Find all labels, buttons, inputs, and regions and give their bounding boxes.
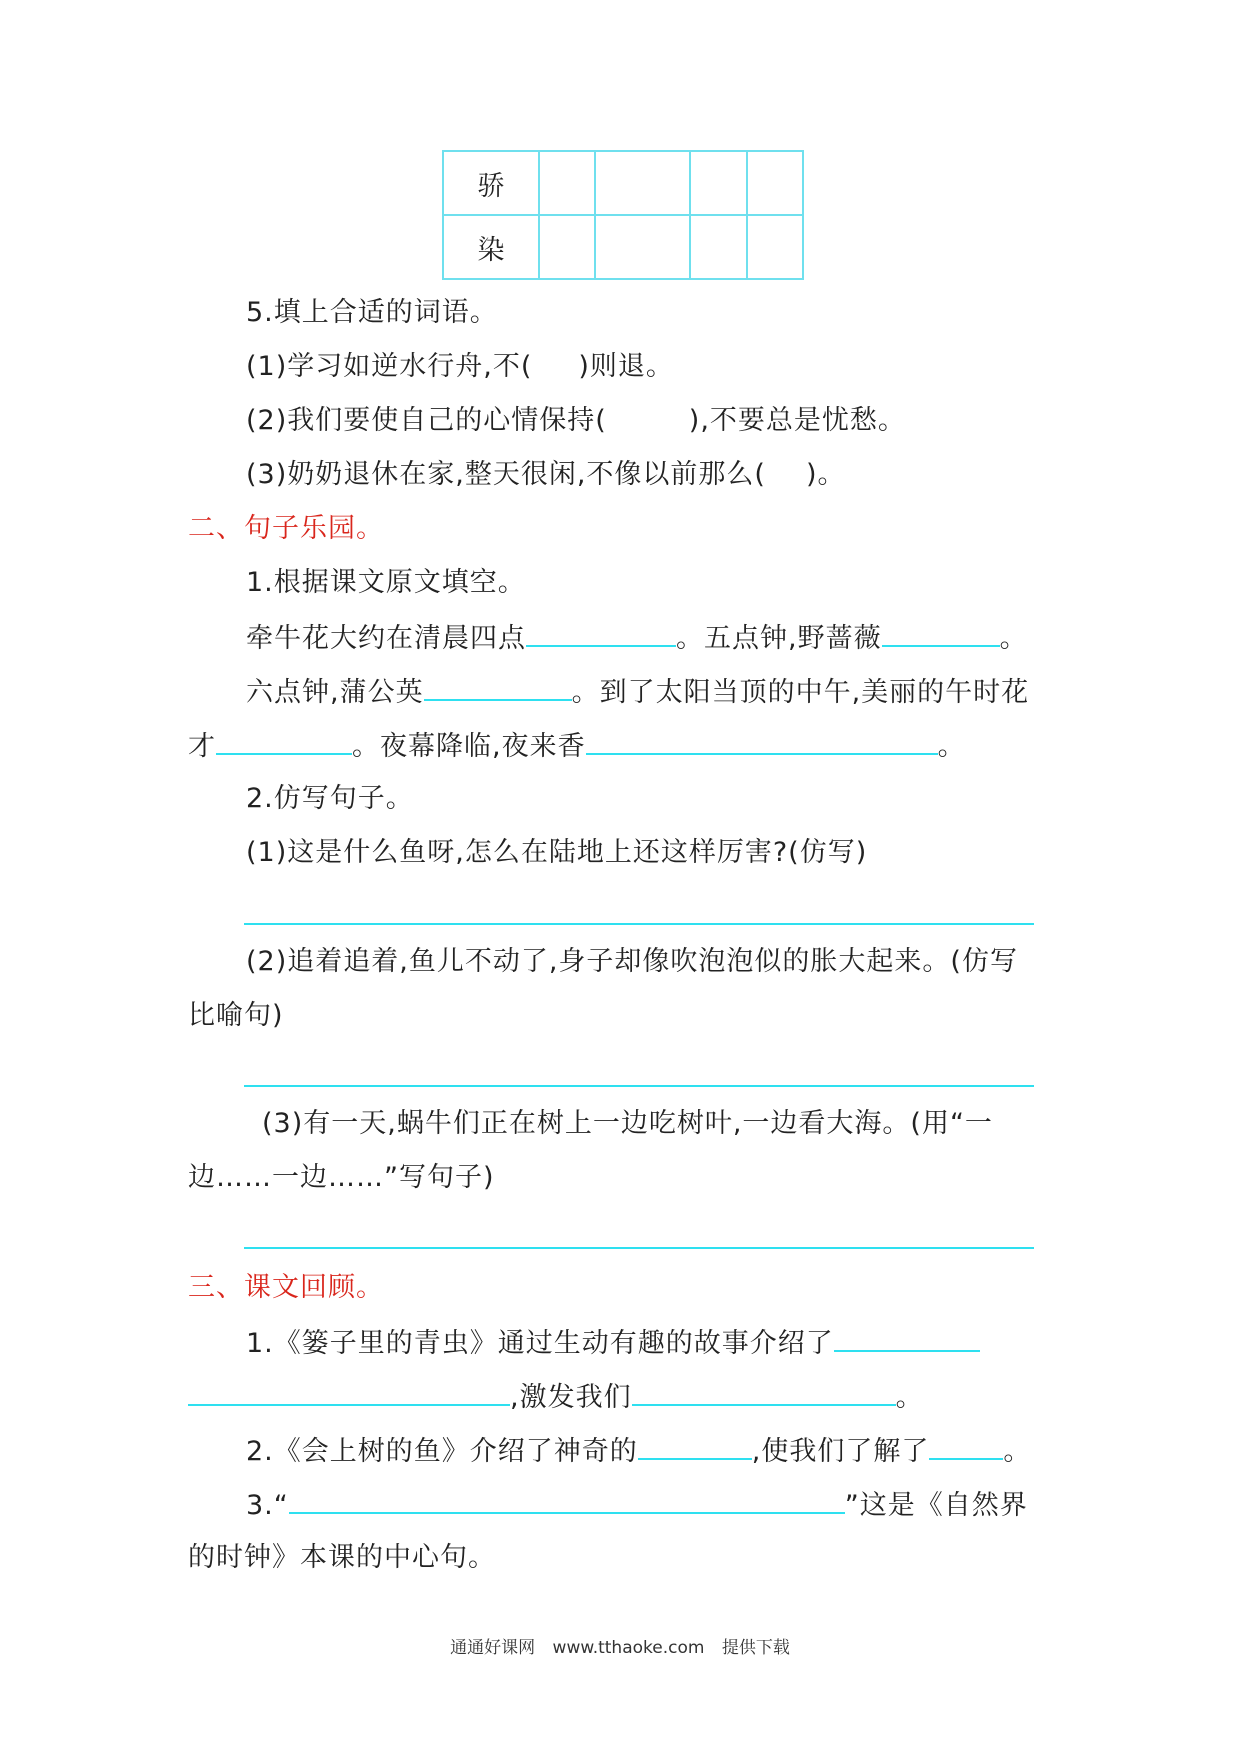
table-row [443, 215, 803, 279]
s2-q2-title: 2.仿写句子。 [246, 783, 414, 814]
answer-line[interactable] [244, 1247, 1034, 1249]
s2-q1-line2 [246, 673, 1029, 711]
s3-q1-text-b: ,激发我们 [510, 1382, 632, 1413]
q5-item1 [246, 349, 674, 385]
s3-q2-text-a: 2.《会上树的鱼》介绍了神奇的 [246, 1436, 638, 1467]
q5-item1-text-b: )则退。 [578, 351, 674, 382]
s2-q2-item2-line1: (2)追着追着,鱼儿不动了,身子却像吹泡泡似的胀大起来。(仿写 [246, 946, 1018, 977]
section2-heading: 二、句子乐园。 [188, 513, 384, 544]
s3-q1-text-a: 1.《篓子里的青虫》通过生动有趣的故事介绍了 [246, 1328, 834, 1359]
s3-q2-text-b: ,使我们了解了 [751, 1436, 930, 1467]
answer-blank[interactable] [424, 673, 572, 701]
answer-blank[interactable] [638, 1432, 752, 1460]
table-cell-char: 染 [443, 215, 539, 279]
table-cell-blank[interactable] [690, 151, 747, 215]
q5-item1-text-a: (1)学习如逆水行舟,不( [246, 351, 533, 382]
answer-blank[interactable] [929, 1432, 1003, 1460]
table-cell-blank[interactable] [747, 215, 803, 279]
s3-q3-line2: 的时钟》本课的中心句。 [188, 1542, 496, 1573]
s2-q1-l3-text-a: 才 [188, 731, 216, 762]
s2-q2-item2-line2: 比喻句) [188, 1000, 284, 1031]
footer-site-name: 通通好课网 [450, 1638, 536, 1658]
character-table [442, 150, 804, 280]
s2-q1-l3-text-b: 。夜幕降临,夜来香 [352, 731, 586, 762]
s2-q2-item3-line2: 边……一边……”写句子) [188, 1162, 495, 1193]
s2-q1-l3-text-c: 。 [937, 731, 966, 762]
answer-blank[interactable] [188, 1378, 510, 1406]
answer-line[interactable] [244, 1085, 1034, 1087]
s3-q1-line2 [188, 1378, 924, 1416]
s2-q1-l1-text-c: 。 [999, 623, 1028, 654]
page-footer [0, 1633, 1240, 1658]
s3-q1-text-c: 。 [895, 1382, 924, 1413]
answer-blank[interactable] [834, 1324, 980, 1352]
table-row [443, 151, 803, 215]
answer-blank[interactable] [882, 619, 1000, 647]
q5-item3-text-b: )。 [805, 459, 846, 490]
answer-blank[interactable] [586, 727, 938, 755]
s3-q3-text-b: ”这是《自然界 [844, 1490, 1028, 1521]
s2-q1-l2-text-a: 六点钟,蒲公英 [246, 677, 424, 708]
s2-q1-line3 [188, 727, 966, 765]
s3-q2-line [246, 1432, 1031, 1470]
s2-q1-l1-text-a: 牵牛花大约在清晨四点 [246, 623, 526, 654]
answer-line[interactable] [244, 923, 1034, 925]
q5-item2-text-b: ),不要总是忧愁。 [688, 405, 906, 436]
s2-q2-item3-line1: (3)有一天,蜗牛们正在树上一边吃树叶,一边看大海。(用“一 [262, 1108, 993, 1139]
table-cell-blank[interactable] [690, 215, 747, 279]
q5-item2-text-a: (2)我们要使自己的心情保持( [246, 405, 607, 436]
s2-q1-l2-text-b: 。到了太阳当顶的中午,美丽的午时花 [571, 677, 1030, 708]
answer-blank[interactable] [289, 1486, 845, 1514]
footer-url[interactable]: www.tthaoke.com [552, 1638, 705, 1658]
section3-heading: 三、课文回顾。 [188, 1272, 384, 1303]
s2-q1-title: 1.根据课文原文填空。 [246, 567, 526, 598]
footer-note: 提供下载 [721, 1638, 790, 1658]
answer-blank[interactable] [632, 1378, 896, 1406]
table-cell-char: 骄 [443, 151, 539, 215]
answer-blank[interactable] [216, 727, 352, 755]
q5-item2 [246, 403, 906, 439]
table-cell-blank[interactable] [539, 151, 595, 215]
s3-q3-text-a: 3.“ [246, 1490, 289, 1521]
s3-q2-text-c: 。 [1003, 1436, 1032, 1467]
s3-q1-line1 [246, 1324, 980, 1362]
s2-q2-item1: (1)这是什么鱼呀,怎么在陆地上还这样厉害?(仿写) [246, 837, 868, 868]
s3-q3-line1 [246, 1486, 1028, 1524]
answer-blank[interactable] [526, 619, 676, 647]
table-cell-blank[interactable] [595, 215, 690, 279]
q5-title: 5.填上合适的词语。 [246, 297, 498, 328]
q5-item3 [246, 457, 846, 493]
table-cell-blank[interactable] [595, 151, 690, 215]
table-cell-blank[interactable] [539, 215, 595, 279]
table-cell-blank[interactable] [747, 151, 803, 215]
s2-q1-l1-text-b: 。五点钟,野蔷薇 [676, 623, 882, 654]
s2-q1-line1 [246, 619, 1028, 657]
q5-item3-text-a: (3)奶奶退休在家,整天很闲,不像以前那么( [246, 459, 766, 490]
